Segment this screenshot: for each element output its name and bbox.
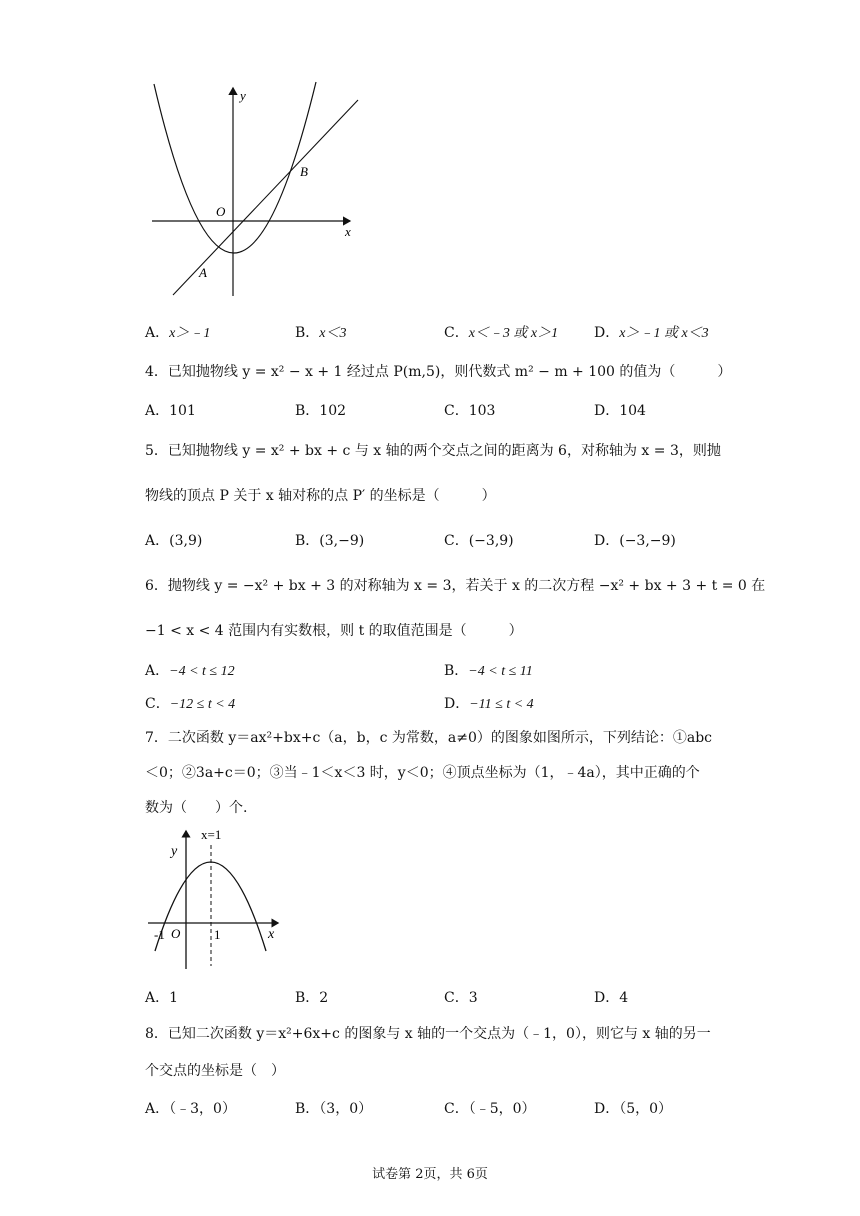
option-letter: D． [594, 533, 620, 549]
option-text: (−3,−9) [619, 533, 676, 549]
q3-option-a[interactable] [145, 322, 210, 342]
q3-option-d[interactable] [594, 322, 709, 342]
option-text: 103 [468, 403, 496, 419]
figure-parabola-line [140, 78, 370, 303]
option-text: 101 [169, 403, 196, 419]
option-letter: C． [444, 990, 469, 1006]
q3-option-b[interactable] [295, 322, 347, 342]
option-text: 4 [619, 990, 629, 1006]
q7-y-label: y [171, 844, 178, 859]
q4-stem: 4．已知抛物线 y = x² − x + 1 经过点 P(m,5)，则代数式 m² − m + 100 的值为（ ） [145, 364, 732, 380]
option-letter: B． [444, 663, 469, 679]
q4-option-b[interactable] [295, 400, 346, 420]
q8-option-b[interactable] [295, 1098, 372, 1118]
option-letter: C． [444, 325, 469, 341]
option-letter: A． [145, 663, 170, 679]
figure-q7-parabola [143, 823, 288, 973]
option-letter: B． [295, 533, 320, 549]
option-letter: C． [444, 533, 469, 549]
option-text: 2 [319, 990, 329, 1006]
q8-option-a[interactable] [145, 1098, 236, 1118]
q6-stem-line1: 6．抛物线 y = −x² + bx + 3 的对称轴为 x = 3，若关于 x 的二次方程 −x² + bx + 3 + t = 0 在 [145, 578, 766, 594]
q5-option-d[interactable] [594, 530, 676, 550]
q6-option-d[interactable] [444, 693, 534, 713]
q7-option-b[interactable] [295, 987, 328, 1007]
x-axis-label: x [345, 224, 351, 239]
option-letter: A． [145, 325, 170, 341]
option-text: 104 [619, 403, 646, 419]
option-text: （3，0） [319, 1101, 373, 1117]
q7-x-label: x [268, 927, 275, 942]
q5-stem-line1: 5．已知抛物线 y = x² + bx + c 与 x 轴的两个交点之间的距离为 6，对称轴为 x = 3，则抛 [145, 443, 721, 459]
option-text: 3 [468, 990, 478, 1006]
option-letter: D． [594, 403, 620, 419]
point-b-label: B [300, 164, 308, 179]
option-text: x＜﹣3 或 x＞1 [468, 326, 559, 341]
option-letter: D． [594, 1101, 620, 1117]
y-axis-label: y [240, 88, 246, 103]
q5-option-c[interactable] [444, 530, 514, 550]
q3-option-c[interactable] [444, 322, 558, 342]
q4-option-c[interactable] [444, 400, 495, 420]
option-letter: D． [594, 990, 620, 1006]
q7-symmetry-label: x=1 [201, 827, 222, 842]
option-text: −12 ≤ t < 4 [169, 697, 236, 712]
q6-option-b[interactable] [444, 660, 533, 680]
parabola-curve [154, 82, 316, 253]
option-text: x＜3 [319, 326, 347, 341]
q4-option-d[interactable] [594, 400, 646, 420]
option-text: −4 < t ≤ 11 [468, 664, 533, 679]
q7-option-c[interactable] [444, 987, 478, 1007]
q8-option-d[interactable] [594, 1098, 672, 1118]
option-letter: D． [444, 696, 470, 712]
origin-label: O [216, 204, 226, 219]
q7-origin-label: O [171, 926, 181, 941]
option-letter: C． [145, 696, 170, 712]
q6-stem-line2: −1 < x < 4 范围内有实数根，则 t 的取值范围是（ ） [145, 623, 523, 639]
page-footer: 试卷第 2页，共 6页 [372, 1167, 488, 1182]
q8-stem-line1: 8．已知二次函数 y＝x²+6x+c 的图象与 x 轴的一个交点为（﹣1，0），则它与 x 轴的另一 [145, 1026, 711, 1042]
q6-option-c[interactable] [145, 693, 235, 713]
option-text: (3,−9) [319, 533, 365, 549]
option-text: 1 [169, 990, 179, 1006]
option-letter: B． [295, 1101, 320, 1117]
q7-stem-line1: 7．二次函数 y＝ax²+bx+c（a，b，c 为常数，a≠0）的图象如图所示，下列结论：①abc [145, 730, 713, 746]
option-letter: B． [295, 325, 320, 341]
q5-stem-line2: 物线的顶点 P 关于 x 轴对称的点 P′ 的坐标是（ ） [145, 488, 496, 504]
q5-option-a[interactable] [145, 530, 202, 550]
option-letter: C． [444, 403, 469, 419]
q8-stem-line2: 个交点的坐标是（ ） [145, 1063, 285, 1079]
option-text: x＞﹣1 [169, 326, 211, 341]
q7-stem-line2: ＜0；②3a+c＝0；③当﹣1＜x＜3 时，y＜0；④顶点坐标为（1，﹣4a），其中正确的个 [145, 765, 700, 781]
q7-option-a[interactable] [145, 987, 178, 1007]
q8-option-c[interactable] [444, 1098, 536, 1118]
q7-tick-neg1: -1 [154, 927, 165, 942]
option-text: (−3,9) [468, 533, 514, 549]
option-text: 102 [319, 403, 347, 419]
option-text: −4 < t ≤ 12 [169, 664, 235, 679]
option-letter: B． [295, 990, 320, 1006]
option-text: −11 ≤ t < 4 [469, 697, 534, 712]
q5-option-b[interactable] [295, 530, 364, 550]
option-letter: C． [444, 1101, 469, 1117]
q7-tick-1: 1 [214, 927, 221, 942]
q7-option-d[interactable] [594, 987, 628, 1007]
option-letter: A． [145, 1101, 170, 1117]
q7-stem-line3: 数为（ ）个. [145, 800, 248, 816]
option-letter: A． [145, 990, 170, 1006]
option-text: x＞﹣1 或 x＜3 [619, 326, 709, 341]
option-letter: A． [145, 403, 170, 419]
option-letter: B． [295, 403, 320, 419]
option-letter: A． [145, 533, 170, 549]
option-text: （5，0） [619, 1101, 673, 1117]
q6-option-a[interactable] [145, 660, 235, 680]
point-a-label: A [199, 265, 207, 280]
q4-option-a[interactable] [145, 400, 196, 420]
option-text: (3,9) [169, 533, 203, 549]
option-text: （﹣3，0） [169, 1101, 236, 1117]
option-letter: D． [594, 325, 620, 341]
option-text: （﹣5，0） [468, 1101, 536, 1117]
